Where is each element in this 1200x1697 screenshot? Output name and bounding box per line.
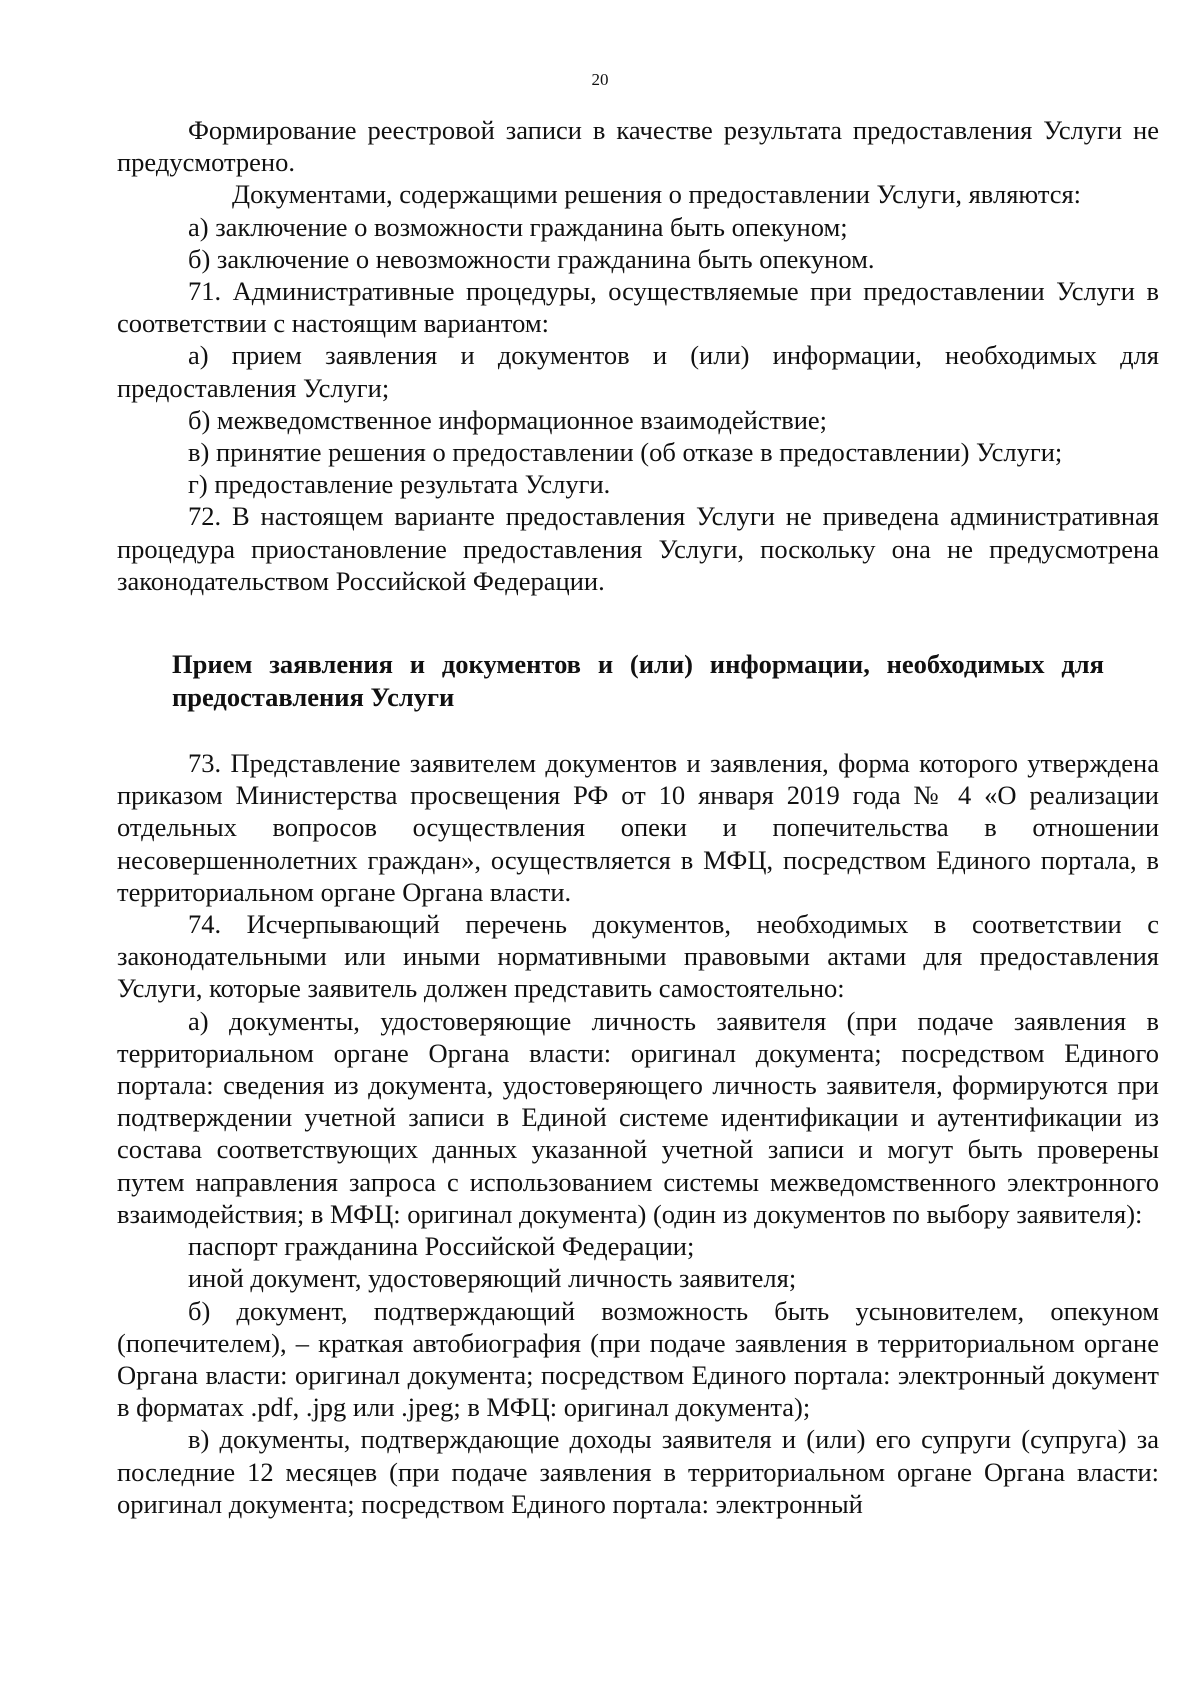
paragraph-72: 72. В настоящем варианте предоставления Услуги не приведена административная процедура приостановление предоставления Услуги, поскольку она не предусмотрена законодательством Российской Федерации. (117, 501, 1159, 596)
list-item-b-interaction: б) межведомственное информационное взаимодействие; (188, 404, 828, 435)
paragraph-74: 74. Исчерпывающий перечень документов, необходимых в соответствии с законодательными или иными нормативными правовыми актами для предоставления Услуги, которые заявитель должен представить самостоятельно: (117, 909, 1159, 1004)
list-item-g-result: г) предоставление результата Услуги. (188, 469, 611, 500)
list-item-v-decision: в) принятие решения о предоставлении (об отказе в предоставлении) Услуги; (188, 437, 1063, 468)
section-heading: Прием заявления и документов и (или) информации, необходимых для предоставления Услуги (172, 649, 1104, 713)
paragraph-73: 73. Представление заявителем документов и заявления, форма которого утверждена приказом Министерства просвещения РФ от 10 января 2019 года № 4 «О реализации отдельных вопросов осуществления опеки и попечительства в отношении несовершеннолетних граждан», осуществляется в МФЦ, посредством Единого портала, в территориальном органе Органа власти. (117, 748, 1159, 907)
document-body (117, 114, 1159, 1520)
list-item-a-conclusion-possible: а) заключение о возможности гражданина быть опекуном; (188, 211, 848, 242)
list-item-v-income: в) документы, подтверждающие доходы заявителя и (или) его супруги (супруга) за последние 12 месяцев (при подаче заявления в территориальном органе Органа власти: оригинал документа; посредством Единого портала: электронный (117, 1424, 1159, 1519)
list-item-b-conclusion-impossible: б) заключение о невозможности гражданина быть опекуном. (188, 243, 875, 274)
list-item-other-id: иной документ, удостоверяющий личность заявителя; (188, 1263, 797, 1294)
list-item-b-autobiography: б) документ, подтверждающий возможность быть усыновителем, опекуном (попечителем), – краткая автобиография (при подаче заявления в территориальном органе Органа власти: оригинал документа; посредством Единого портала: электронный документ в форматах .pdf, .jpg или .jpeg; в МФЦ: оригинал документа); (117, 1295, 1159, 1423)
list-item-passport: паспорт гражданина Российской Федерации; (188, 1231, 695, 1262)
list-item-a-reception: а) прием заявления и документов и (или) информации, необходимых для предоставления Услуги; (117, 340, 1159, 403)
page-number: 20 (591, 70, 609, 89)
paragraph-decision-documents: Документами, содержащими решения о предоставлении Услуги, являются: (232, 179, 1082, 210)
list-item-a-identity-documents: а) документы, удостоверяющие личность заявителя (при подаче заявления в территориальном органе Органа власти: оригинал документа; посредством Единого портала: сведения из документа, удостоверяющего личность заявителя, формируются при подтверждении учетной записи в Единой системе идентификации и аутентификации из состава соответствующих данных указанной учетной записи и могут быть проверены путем направления запроса с использованием системы межведомственного электронного взаимодействия; в МФЦ: оригинал документа) (один из документов по выбору заявителя): (117, 1005, 1159, 1229)
paragraph-71: 71. Административные процедуры, осуществляемые при предоставлении Услуги в соответствии с настоящим вариантом: (117, 276, 1159, 339)
paragraph-registry-record: Формирование реестровой записи в качестве результата предоставления Услуги не предусмотрено. (117, 115, 1159, 178)
